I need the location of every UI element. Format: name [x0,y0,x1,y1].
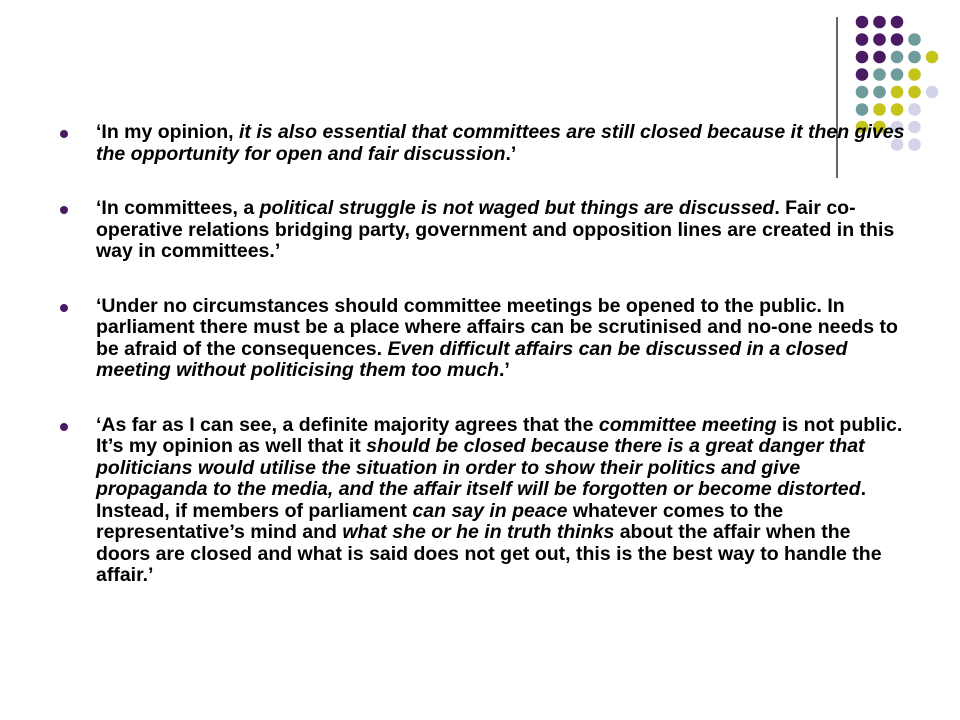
decorative-dot [926,86,939,99]
quote-item [60,296,910,382]
quote-text: ‘As far as I can see, a definite majority agrees that the [96,413,599,436]
quote-text: about the affair when the doors are closed and what is said does not get out, this is the best way to handle the affair.’ [96,521,882,586]
quote-text: . Fair co-operative relations bridging party, government and opposition lines are created in this way in committees.’ [96,197,895,262]
bullet-dot-icon [60,130,68,138]
quote-list [60,122,910,620]
decorative-dot [873,33,886,46]
decorative-dot [908,103,921,116]
quote-item [60,122,910,165]
decorative-dot [873,103,886,116]
decorative-dot [856,16,869,29]
bullet-dot-icon [60,206,68,214]
quote-text: whatever comes to the representative’s mind and [96,499,784,543]
decorative-dot [856,103,869,116]
bullet-dot-icon [60,423,68,431]
quote-text: ‘In committees, a [96,197,260,219]
quote-text-italic: what she or he in truth thinks [342,521,615,543]
decorative-dot [891,16,904,29]
decorative-dot [891,68,904,81]
decorative-dot [891,33,904,46]
decorative-dot [873,51,886,64]
quote-text: . Instead, if members of parliament [96,478,866,522]
decorative-dot [856,68,869,81]
decorative-dot [908,138,921,151]
quote-text-italic: Even difficult affairs can be discussed in a closed meeting without politicising them too much [96,337,848,381]
decorative-dot [873,16,886,29]
quote-text-italic: should be closed because there is a great danger that politicians would utilise the situation in order to show their politics and give propaganda to the media, and the affair itself will be forgotten or become distorted [96,435,865,500]
quote-text-italic: political struggle is not waged but things are discussed [259,197,775,219]
decorative-dot [891,51,904,64]
quote-item [60,198,910,263]
decorative-dot [908,86,921,99]
decorative-dot [856,86,869,99]
decorative-dot [891,86,904,99]
quote-text-italic: can say in peace [412,499,568,522]
quote-text: .’ [499,359,510,381]
decorative-dot [926,51,939,64]
quote-text-italic: committee meeting [598,413,777,436]
quote-text: ‘Under no circumstances should committee meetings be opened to the public. In parliament there must be a place where affairs can be scrutinised and no-one needs to be afraid of the consequences. [96,294,898,360]
quote-item [60,415,910,587]
decorative-dot [873,86,886,99]
decorative-dot [856,51,869,64]
quote-text: .’ [505,142,517,165]
quote-text-italic: it is also essential that committees are still closed because it then gives the opportunity for open and fair discussion [96,121,905,165]
decorative-dot [856,33,869,46]
decorative-dot [873,68,886,81]
decorative-dot [908,33,921,46]
decorative-dot [891,103,904,116]
decorative-dot [908,121,921,134]
bullet-dot-icon [60,304,68,312]
quote-text: ‘In my opinion, [96,121,239,143]
decorative-dot [908,51,921,64]
decorative-dot [908,68,921,81]
quote-text: is not public. It’s my opinion as well that it [96,413,903,457]
